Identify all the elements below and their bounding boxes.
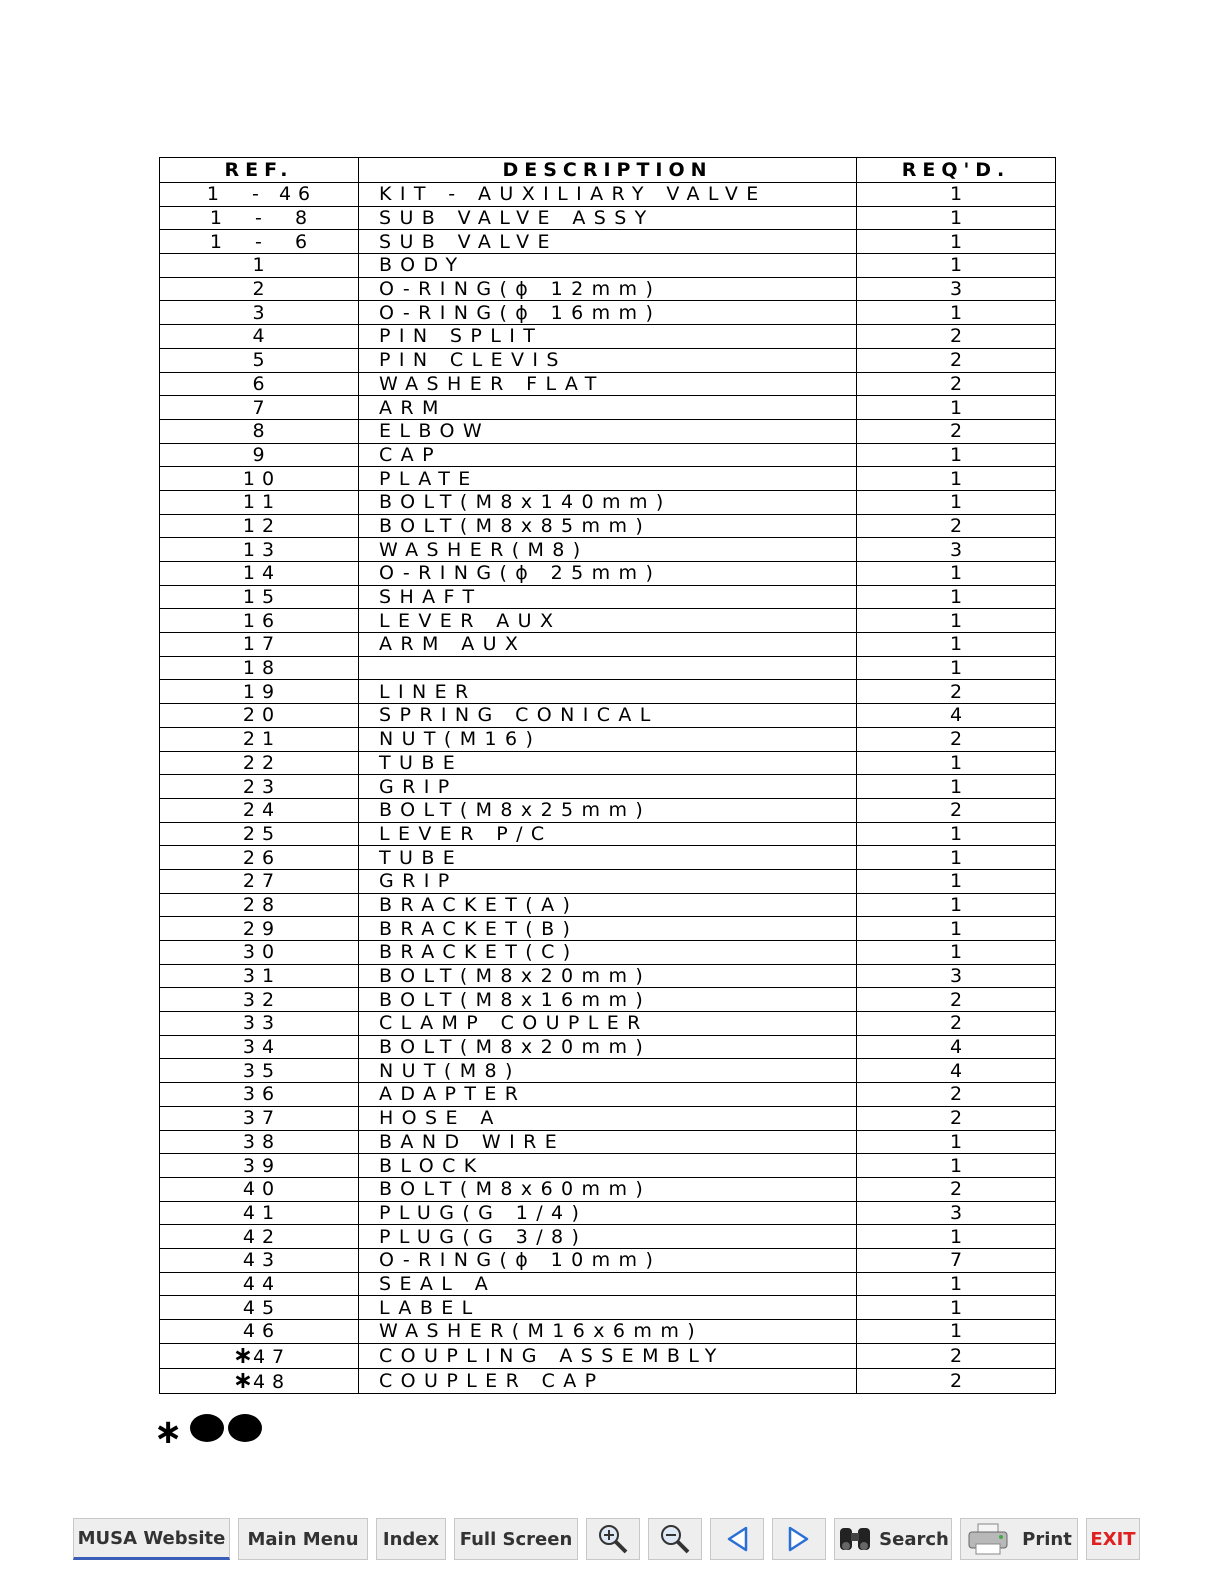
ref-cell — [160, 1154, 359, 1178]
table-row — [160, 941, 1056, 965]
reqd-cell: 3 — [857, 277, 1056, 301]
reqd-cell: 1 — [857, 869, 1056, 893]
reqd-cell: 2 — [857, 1012, 1056, 1036]
reqd-cell: 1 — [857, 609, 1056, 633]
ref-cell — [160, 585, 359, 609]
reqd-cell: 1 — [857, 585, 1056, 609]
table-row — [160, 917, 1056, 941]
description-cell: O-RING(ϕ 12mm) — [359, 277, 857, 301]
reqd-cell: 1 — [857, 893, 1056, 917]
description-cell: WASHER(M16x6mm) — [359, 1320, 857, 1344]
table-row — [160, 1106, 1056, 1130]
ref-cell — [160, 301, 359, 325]
ref-value: 23 — [242, 775, 282, 798]
table-row — [160, 1059, 1056, 1083]
table-row — [160, 1035, 1056, 1059]
zoom-out-icon — [658, 1522, 692, 1556]
ref-value: 45 — [242, 1296, 282, 1319]
ref-value: 2 — [252, 278, 272, 301]
ref-cell — [160, 1130, 359, 1154]
description-cell: BOLT(M8x20mm) — [359, 964, 857, 988]
ref-cell — [160, 727, 359, 751]
reqd-cell: 4 — [857, 1035, 1056, 1059]
ref-value: 31 — [242, 965, 282, 988]
description-cell: BOLT(M8x20mm) — [359, 1035, 857, 1059]
ref-cell — [160, 206, 359, 230]
description-cell: BOLT(M8x16mm) — [359, 988, 857, 1012]
ref-cell — [160, 798, 359, 822]
ref-cell — [160, 1083, 359, 1107]
reqd-cell: 2 — [857, 419, 1056, 443]
reqd-cell: 1 — [857, 206, 1056, 230]
table-row — [160, 1368, 1056, 1393]
table-row — [160, 680, 1056, 704]
ref-value: 29 — [242, 917, 282, 940]
ref-cell — [160, 822, 359, 846]
ref-cell — [160, 1320, 359, 1344]
ref-value: 14 — [242, 562, 282, 585]
ref-value: 32 — [242, 988, 282, 1011]
legend-star-symbol: ∗ — [154, 1412, 183, 1452]
description-cell: SPRING CONICAL — [359, 704, 857, 728]
print-button[interactable] — [960, 1518, 1078, 1560]
ref-value: 13 — [242, 538, 282, 561]
ref-star-marker: ∗ — [232, 1343, 253, 1369]
table-row — [160, 1296, 1056, 1320]
description-cell: PLUG(G 3/8) — [359, 1225, 857, 1249]
ref-cell — [160, 348, 359, 372]
description-cell: BOLT(M8x140mm) — [359, 490, 857, 514]
description-cell: PIN SPLIT — [359, 325, 857, 349]
description-cell: ARM AUX — [359, 633, 857, 657]
reqd-cell: 2 — [857, 1106, 1056, 1130]
reqd-cell: 1 — [857, 254, 1056, 278]
description-cell: BLOCK — [359, 1154, 857, 1178]
reqd-cell: 1 — [857, 1154, 1056, 1178]
table-row — [160, 538, 1056, 562]
ref-value: 40 — [242, 1178, 282, 1201]
reqd-cell: 3 — [857, 1201, 1056, 1225]
ref-value: 8 — [252, 420, 272, 443]
legend-dot-icon — [228, 1414, 262, 1442]
description-cell: COUPLER CAP — [359, 1368, 857, 1393]
ref-value: 19 — [242, 680, 282, 703]
ref-cell — [160, 751, 359, 775]
description-cell: WASHER FLAT — [359, 372, 857, 396]
description-cell: SHAFT — [359, 585, 857, 609]
ref-cell — [160, 846, 359, 870]
table-row — [160, 230, 1056, 254]
ref-cell — [160, 419, 359, 443]
ref-value: 1 - 6 — [209, 230, 315, 253]
reqd-cell: 2 — [857, 988, 1056, 1012]
ref-value: 43 — [242, 1249, 282, 1272]
header-description: DESCRIPTION — [359, 158, 857, 183]
ref-cell — [160, 254, 359, 278]
table-row — [160, 1177, 1056, 1201]
reqd-cell: 2 — [857, 727, 1056, 751]
reqd-cell: 1 — [857, 562, 1056, 586]
ref-cell — [160, 1177, 359, 1201]
description-cell: BOLT(M8x25mm) — [359, 798, 857, 822]
reqd-cell: 2 — [857, 1177, 1056, 1201]
reqd-cell: 1 — [857, 230, 1056, 254]
reqd-cell: 2 — [857, 1343, 1056, 1368]
description-cell: O-RING(ϕ 10mm) — [359, 1248, 857, 1272]
ref-value: 33 — [242, 1012, 282, 1035]
table-row — [160, 1320, 1056, 1344]
ref-value: 17 — [242, 633, 282, 656]
description-cell: ELBOW — [359, 419, 857, 443]
ref-cell — [160, 869, 359, 893]
reqd-cell: 2 — [857, 348, 1056, 372]
table-header-row — [160, 158, 1056, 183]
ref-value: 12 — [242, 514, 282, 537]
reqd-cell: 1 — [857, 301, 1056, 325]
ref-value: 1 — [252, 254, 272, 277]
reqd-cell: 1 — [857, 1130, 1056, 1154]
ref-value: 21 — [242, 728, 282, 751]
reqd-cell: 2 — [857, 1083, 1056, 1107]
ref-cell — [160, 941, 359, 965]
triangle-right-icon — [787, 1525, 811, 1553]
ref-value: 5 — [252, 349, 272, 372]
zoom-out-button[interactable] — [648, 1518, 702, 1560]
ref-value: 47 — [252, 1345, 292, 1368]
table-row — [160, 1248, 1056, 1272]
table-row — [160, 254, 1056, 278]
ref-value: 34 — [242, 1036, 282, 1059]
table-row — [160, 372, 1056, 396]
table-row — [160, 988, 1056, 1012]
description-cell: ADAPTER — [359, 1083, 857, 1107]
description-cell: SUB VALVE ASSY — [359, 206, 857, 230]
ref-cell — [160, 325, 359, 349]
reqd-cell: 1 — [857, 1272, 1056, 1296]
reqd-cell: 1 — [857, 656, 1056, 680]
ref-value: 9 — [252, 443, 272, 466]
description-cell: BRACKET(C) — [359, 941, 857, 965]
description-cell: TUBE — [359, 846, 857, 870]
table-row — [160, 656, 1056, 680]
ref-value: 27 — [242, 870, 282, 893]
ref-cell — [160, 988, 359, 1012]
legend-dot-icon — [190, 1414, 224, 1442]
table-row — [160, 633, 1056, 657]
table-row — [160, 467, 1056, 491]
table-row — [160, 277, 1056, 301]
ref-cell — [160, 183, 359, 207]
table-row — [160, 704, 1056, 728]
search-button[interactable] — [834, 1518, 952, 1560]
table-row — [160, 609, 1056, 633]
table-row — [160, 1272, 1056, 1296]
description-cell — [359, 656, 857, 680]
ref-value: 7 — [252, 396, 272, 419]
musa-website-label: MUSA Website — [77, 1527, 226, 1549]
reqd-cell: 4 — [857, 704, 1056, 728]
ref-cell — [160, 680, 359, 704]
table-row — [160, 396, 1056, 420]
ref-value: 42 — [242, 1225, 282, 1248]
description-cell: LEVER P/C — [359, 822, 857, 846]
table-row — [160, 893, 1056, 917]
ref-value: 15 — [242, 586, 282, 609]
table-row — [160, 964, 1056, 988]
printer-icon — [966, 1522, 1010, 1556]
reqd-cell: 1 — [857, 183, 1056, 207]
ref-value: 37 — [242, 1107, 282, 1130]
table-row — [160, 1225, 1056, 1249]
table-row — [160, 869, 1056, 893]
description-cell: LINER — [359, 680, 857, 704]
ref-value: 16 — [242, 609, 282, 632]
ref-value: 35 — [242, 1059, 282, 1082]
reqd-cell: 1 — [857, 443, 1056, 467]
table-row — [160, 562, 1056, 586]
print-label: Print — [1022, 1528, 1072, 1550]
table-row — [160, 301, 1056, 325]
parts-list-table — [159, 157, 1056, 1394]
description-cell: O-RING(ϕ 25mm) — [359, 562, 857, 586]
table-row — [160, 206, 1056, 230]
index-label: Index — [382, 1528, 440, 1550]
ref-cell — [160, 775, 359, 799]
reqd-cell: 1 — [857, 467, 1056, 491]
reqd-cell: 2 — [857, 798, 1056, 822]
ref-value: 41 — [242, 1201, 282, 1224]
description-cell: HOSE A — [359, 1106, 857, 1130]
table-row — [160, 822, 1056, 846]
description-cell: CAP — [359, 443, 857, 467]
full-screen-button[interactable] — [454, 1518, 578, 1560]
reqd-cell: 1 — [857, 1320, 1056, 1344]
header-reqd: REQ'D. — [857, 158, 1056, 183]
ref-cell — [160, 1368, 359, 1393]
reqd-cell: 1 — [857, 396, 1056, 420]
ref-value: 46 — [242, 1320, 282, 1343]
table-row — [160, 1083, 1056, 1107]
ref-cell — [160, 893, 359, 917]
index-button[interactable] — [376, 1518, 446, 1560]
table-row — [160, 419, 1056, 443]
ref-cell — [160, 230, 359, 254]
table-row — [160, 443, 1056, 467]
ref-value: 4 — [252, 325, 272, 348]
description-cell: BAND WIRE — [359, 1130, 857, 1154]
main-menu-label: Main Menu — [247, 1528, 359, 1550]
table-row — [160, 846, 1056, 870]
description-cell: BOLT(M8x85mm) — [359, 514, 857, 538]
ref-value: 3 — [252, 301, 272, 324]
ref-value: 44 — [242, 1272, 282, 1295]
description-cell: KIT - AUXILIARY VALVE — [359, 183, 857, 207]
musa-website-button[interactable] — [73, 1518, 230, 1560]
description-cell: O-RING(ϕ 16mm) — [359, 301, 857, 325]
ref-cell — [160, 372, 359, 396]
description-cell: TUBE — [359, 751, 857, 775]
description-cell: LABEL — [359, 1296, 857, 1320]
reqd-cell: 2 — [857, 680, 1056, 704]
description-cell: BOLT(M8x60mm) — [359, 1177, 857, 1201]
ref-value: 36 — [242, 1083, 282, 1106]
exit-button[interactable] — [1086, 1518, 1140, 1560]
ref-value: 25 — [242, 822, 282, 845]
ref-cell — [160, 1201, 359, 1225]
description-cell: CLAMP COUPLER — [359, 1012, 857, 1036]
reqd-cell: 2 — [857, 325, 1056, 349]
reqd-cell: 1 — [857, 751, 1056, 775]
reqd-cell: 1 — [857, 846, 1056, 870]
header-ref: REF. — [160, 158, 359, 183]
ref-value: 39 — [242, 1154, 282, 1177]
ref-value: 28 — [242, 893, 282, 916]
description-cell: BRACKET(B) — [359, 917, 857, 941]
description-cell: GRIP — [359, 869, 857, 893]
reqd-cell: 4 — [857, 1059, 1056, 1083]
ref-cell — [160, 514, 359, 538]
table-row — [160, 514, 1056, 538]
ref-value: 1 - 46 — [206, 183, 318, 206]
reqd-cell: 3 — [857, 538, 1056, 562]
table-row — [160, 1012, 1056, 1036]
ref-cell — [160, 1272, 359, 1296]
table-row — [160, 798, 1056, 822]
ref-value: 26 — [242, 846, 282, 869]
triangle-left-icon — [725, 1525, 749, 1553]
table-row — [160, 1343, 1056, 1368]
description-cell: ARM — [359, 396, 857, 420]
ref-value: 24 — [242, 799, 282, 822]
next-page-button[interactable] — [772, 1518, 826, 1560]
table-row — [160, 1201, 1056, 1225]
previous-page-button[interactable] — [710, 1518, 764, 1560]
ref-value: 48 — [252, 1370, 292, 1393]
description-cell: NUT(M16) — [359, 727, 857, 751]
reqd-cell: 1 — [857, 1296, 1056, 1320]
reqd-cell: 2 — [857, 1368, 1056, 1393]
description-cell: SEAL A — [359, 1272, 857, 1296]
description-cell: PLATE — [359, 467, 857, 491]
reqd-cell: 1 — [857, 941, 1056, 965]
reqd-cell: 1 — [857, 633, 1056, 657]
ref-cell — [160, 1248, 359, 1272]
ref-value: 1 - 8 — [209, 207, 315, 230]
ref-value: 6 — [252, 372, 272, 395]
description-cell: LEVER AUX — [359, 609, 857, 633]
description-cell: BODY — [359, 254, 857, 278]
ref-star-marker: ∗ — [232, 1368, 253, 1394]
navigation-toolbar — [0, 1518, 1224, 1562]
ref-cell — [160, 1225, 359, 1249]
description-cell: GRIP — [359, 775, 857, 799]
ref-cell — [160, 917, 359, 941]
table-body — [160, 183, 1056, 1394]
table-row — [160, 183, 1056, 207]
ref-cell — [160, 1035, 359, 1059]
ref-value: 30 — [242, 941, 282, 964]
ref-value: 18 — [242, 657, 282, 680]
ref-cell — [160, 443, 359, 467]
zoom-in-button[interactable] — [586, 1518, 640, 1560]
description-cell: SUB VALVE — [359, 230, 857, 254]
reqd-cell: 1 — [857, 822, 1056, 846]
ref-cell — [160, 964, 359, 988]
reqd-cell: 1 — [857, 1225, 1056, 1249]
main-menu-button[interactable] — [238, 1518, 368, 1560]
ref-value: 11 — [242, 491, 282, 514]
ref-cell — [160, 1012, 359, 1036]
ref-cell — [160, 538, 359, 562]
table-row — [160, 775, 1056, 799]
full-screen-label: Full Screen — [459, 1528, 573, 1550]
exit-label: EXIT — [1090, 1528, 1136, 1550]
ref-value: 20 — [242, 704, 282, 727]
ref-cell — [160, 562, 359, 586]
description-cell: COUPLING ASSEMBLY — [359, 1343, 857, 1368]
reqd-cell: 2 — [857, 372, 1056, 396]
ref-cell — [160, 396, 359, 420]
ref-cell — [160, 656, 359, 680]
ref-cell — [160, 467, 359, 491]
reqd-cell: 1 — [857, 917, 1056, 941]
description-cell: BRACKET(A) — [359, 893, 857, 917]
zoom-in-icon — [596, 1522, 630, 1556]
ref-cell — [160, 1296, 359, 1320]
reqd-cell: 1 — [857, 490, 1056, 514]
ref-cell — [160, 609, 359, 633]
table-row — [160, 1130, 1056, 1154]
ref-cell — [160, 1343, 359, 1368]
table-row — [160, 751, 1056, 775]
table-row — [160, 727, 1056, 751]
table-row — [160, 585, 1056, 609]
ref-cell — [160, 633, 359, 657]
ref-cell — [160, 277, 359, 301]
ref-cell — [160, 490, 359, 514]
table-row — [160, 490, 1056, 514]
reqd-cell: 2 — [857, 514, 1056, 538]
description-cell: PLUG(G 1/4) — [359, 1201, 857, 1225]
ref-cell — [160, 1059, 359, 1083]
reqd-cell: 1 — [857, 775, 1056, 799]
ref-cell — [160, 1106, 359, 1130]
table-row — [160, 325, 1056, 349]
description-cell: WASHER(M8) — [359, 538, 857, 562]
reqd-cell: 3 — [857, 964, 1056, 988]
ref-cell — [160, 704, 359, 728]
ref-value: 10 — [242, 467, 282, 490]
search-label: Search — [879, 1528, 949, 1550]
description-cell: NUT(M8) — [359, 1059, 857, 1083]
description-cell: PIN CLEVIS — [359, 348, 857, 372]
ref-value: 22 — [242, 751, 282, 774]
table-row — [160, 1154, 1056, 1178]
ref-value: 38 — [242, 1130, 282, 1153]
binoculars-icon — [837, 1524, 873, 1554]
reqd-cell: 7 — [857, 1248, 1056, 1272]
table-row — [160, 348, 1056, 372]
